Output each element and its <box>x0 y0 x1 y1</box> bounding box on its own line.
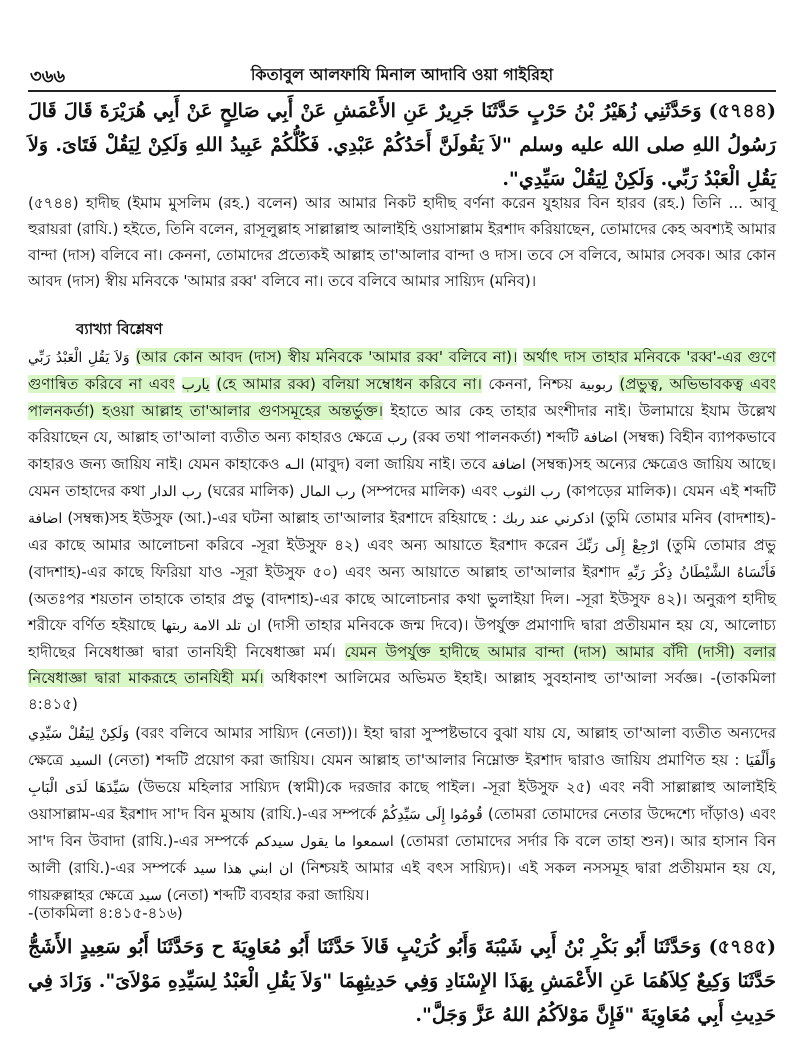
header-rule <box>28 90 776 92</box>
text-run: (দাসী তাহার মনিবকে জন্ম দিবে)। উপর্যুক্ত প্রমাণাদি দ্বারা প্রতীয়মান হয় যে, আলোচ্য হাদীছের নিষেধাজ্ঞা দ্বারা তানযিহী নিষেধাজ্ঞা মর্ম। <box>28 616 776 661</box>
text-run: (ঘরের মালিক) <box>206 482 295 500</box>
arabic-term: السيد <box>69 753 102 769</box>
text-run: (মাবুদ) বলা জায়িয নাই। তবে <box>309 455 487 473</box>
text-run: (সম্বন্ধ)সহ ইউসুফ (আ.)-এর ঘটনা আল্লাহ তা'আলার ইরশাদে রহিয়াছে : <box>67 509 498 527</box>
text-run: কেননা, নিশ্চয় <box>481 375 573 393</box>
highlight-text: (প্রভুত্ব, অভিভাবকত্ব এবং পালনকর্তা) হওয়া আল্লাহ তা'আলার গুণসমূহের অন্তর্ভুক্ত। <box>28 375 776 420</box>
text-run: (নেতা) শব্দটি ব্যবহার করা জায়িয। <box>166 886 370 904</box>
arabic-quote: اذكرني عند ربك <box>502 511 595 527</box>
text-run: (নিশ্চয়ই আমার এই বৎস সায়্যিদ)। এই সকল নসসমূহ দ্বারা প্রতীয়মান হয় যে, গায়রুল্লাহর ক্ষেত্রে <box>28 859 776 904</box>
arabic-quote: ان تلد الامة ربتها <box>161 618 262 634</box>
arabic-term: اضافة <box>491 457 526 473</box>
text-run: (বরং বলিবে আমার সায়্যিদ (নেতা))। ইহা দ্বারা সুস্পষ্টভাবে বুঝা যায় যে, আল্লাহ তা'আলা ব্যতীত অন্যদের ক্ষেত্রে <box>28 724 776 769</box>
text-run: ইহাতে আর কেহ তাহার অংশীদার নাই। উলামায়ে ইযাম উল্লেখ করিয়াছেন যে, আল্লাহ তা'আলা ব্যতীত অন্য কাহারও ক্ষেত্রে <box>28 402 776 446</box>
arabic-term: رب الدار <box>150 484 202 500</box>
highlight-text: যেমন উপর্যুক্ত হাদীছে আমার বান্দা (দাস) আমার বাঁদী (দাসী) বলার নিষেধাজ্ঞা দ্বারা মাকরূহে তানযিহী মর্ম। <box>28 643 777 687</box>
arabic-term: اضافة <box>583 430 618 446</box>
arabic-quote: يارب <box>181 377 210 393</box>
section-heading: ব্যাখ্যা বিশ্লেষণ <box>76 320 163 338</box>
hadith-5745-arabic: (৫৭৪৫) وَحَدَّثَنَا أَبُو بَكْرِ بْنُ أَبِي شَيْبَةَ وَأَبُو كُرَيْبٍ قَالاَ حَدَّثَنَا أَبُو مُعَاوِيَةَ ح وَحَدَّثَنَا أَبُو سَعِيدٍ الأَشَجُّ حَدَّثَنَا وَكِيعٌ كِلاَهُمَا عَنِ الأَعْمَشِ بِهَذَا الإِسْنَادِ وَفِي حَدِيثِهِمَا "وَلاَ يَقُلِ الْعَبْدُ لِسَيِّدِهِ مَوْلاَىَ". وَزَادَ فِي حَدِيثِ أَبِي مُعَاوِيَةَ "فَإِنَّ مَوْلاَكُمُ اللهُ عَزَّ وَجَلَّ". <box>28 936 776 1026</box>
arabic-quote: ان ابني هذا سيد <box>193 861 294 877</box>
text-run: (তোমরা তোমাদের সর্দার কি বলে তাহা শুন)। আর হাসান বিন আলী (রাযি.)-এর সম্পর্কে <box>28 832 776 877</box>
explanation-paragraph-2 <box>28 720 776 909</box>
arabic-term: ربوبية <box>579 377 613 393</box>
text-run: (নেতা) শব্দটি প্রয়োগ করা জায়িয। যেমন আল্লাহ তা'আলার নিম্নোক্ত ইরশাদ দ্বারাও জায়িয প্রমাণিত হয় : <box>107 751 740 769</box>
page-header <box>28 58 776 88</box>
reference-takmila: -(তাকমিলা ৪:৪১৫-৪১৬) <box>28 904 183 922</box>
text-run: (তোমরা তোমাদের নেতার উদ্দেশ্যে দাঁড়াও) এবং সা'দ বিন উবাদা (রাযি.)-এর সম্পর্কে <box>28 805 776 850</box>
text-run: (সম্পদের মালিক) এবং <box>360 482 498 500</box>
arabic-quote: اسمعوا ما يقول سيدكم <box>254 834 394 850</box>
arabic-quote: فَأَنْسَاهُ الشَّيْطَانُ ذِكْرَ رَبِّهِ <box>626 565 776 581</box>
text-run: (অতঃপর শয়তান তাহাকে তাহার প্রভু (বাদশাহ)-এর কাছে আলোচনার কথা ভুলাইয়া দিল। -সূরা ইউসুফ ৪২)। অনুরূপ হাদীছ শরীফে বর্ণিত হইয়াছে <box>28 590 776 634</box>
arabic-term: رب المال <box>299 484 356 500</box>
text-run: (কাপড়ের মালিক)। যেমন এই শব্দটি <box>565 482 776 500</box>
page-number: ৩৬৬ <box>30 66 66 87</box>
text-run: (সম্বন্ধ) বিহীন ব্যাপকভাবে কাহারও জন্য জায়িয নাই। যেমন কাহাকেও <box>28 428 776 473</box>
highlight-text: (আর কোন আবদ (দাস) স্বীয় মনিবকে 'আমার রব্ব' বলিবে না)। <box>135 348 518 366</box>
text-run: (তুমি তোমার প্রভু (বাদশাহ)-এর কাছে ফিরিয়া যাও -সূরা ইউসুফ ৫০) এবং অন্য আয়াতে আল্লাহ তা'আলার ইরশাদ <box>28 536 776 581</box>
arabic-quote: قُومُوا إِلَى سَيِّدِكُمْ <box>381 807 483 823</box>
text-run: অধিকাংশ আলিমের অভিমত ইহাই। আল্লাহ সুবহানাহু তা'আলা সর্বজ্ঞ। -(তাকমিলা ৪:৪১৫) <box>28 669 776 713</box>
arabic-term: الـه <box>284 457 305 473</box>
highlight-text: অর্থাৎ দাস তাহার মনিবকে 'রব্ব'-এর গুণে গুণান্বিত করিবে না এবং <box>28 348 776 393</box>
arabic-term: رب الثوب <box>502 484 561 500</box>
hadith-5744-arabic: (৫৭৪৪) وَحَدَّثَنِي زُهَيْرُ بْنُ حَرْبٍ حَدَّثَنَا جَرِيرٌ عَنِ الأَعْمَشِ عَنْ أَبِي صَالِحٍ عَنْ أَبِي هُرَيْرَةَ قَالَ قَالَ رَسُولُ اللهِ صلى الله عليه وسلم "لاَ يَقُولَنَّ أَحَدُكُمْ عَبْدِي. فَكُلُّكُمْ عَبِيدُ اللهِ وَلَكِنْ لِيَقُلْ فَتَاىَ. وَلاَ يَقُلِ الْعَبْدُ رَبِّي. وَلَكِنْ لِيَقُلْ سَيِّدِي". <box>28 100 776 190</box>
explanation-paragraph-1 <box>28 344 776 717</box>
hadith-5744-translation: (৫৭৪৪) হাদীছ (ইমাম মুসলিম (রহ.) বলেন) আর আমার নিকট হাদীছ বর্ণনা করেন যুহায়র বিন হারব (রহ.) তিনি ... আবূ হুরায়রা (রাযি.) হইতে, তিনি বলেন, রাসূলুল্লাহ সাল্লাল্লাহু আলাইহি ওয়াসাল্লাম ইরশাদ করিয়াছেন, তোমাদের কেহ অবশ্যই আমার বান্দা (দাস) বলিবে না। কেননা, তোমাদের প্রত্যেকই আল্লাহ তা'আলার বান্দা ও দাস। তবে সে বলিবে, আমার সেবক। আর কোন আবদ (দাস) স্বীয় মনিবকে 'আমার রব্ব' বলিবে না। তবে বলিবে আমার সায়্যিদ (মনিব)। <box>28 194 776 290</box>
text-run: (উভয়ে মহিলার সায়্যিদ (স্বামী)কে দরজার কাছে পাইল। -সূরা ইউসুফ ২৫) এবং নবী সাল্লাল্লাহু আলাইহি ওয়াসাল্লাম-এর ইরশাদ সা'দ বিন মুআয (রাযি.)-এর সম্পর্কে <box>28 778 776 823</box>
arabic-quote: وَلاَ يَقُلِ الْعَبْدُ رَبِّي <box>28 350 130 366</box>
highlight-text: (হে আমার রব্ব) বলিয়া সম্বোধন করিবে না। <box>216 375 482 393</box>
text-run: (সম্বন্ধ)সহ অন্যের ক্ষেত্রেও জায়িয আছে। যেমন তাহাদের কথা <box>28 455 776 500</box>
arabic-quote: وَلَكِنْ لِيَقُلْ سَيِّدِي <box>28 726 130 742</box>
arabic-quote: وَأَلْفَيَا سَيِّدَهَا لَدَى الْبَابِ <box>28 753 776 796</box>
arabic-term: سيد <box>138 888 162 904</box>
arabic-quote: ارْجِعْ إِلَى رَبِّكَ <box>575 538 659 554</box>
book-title: কিতাবুল আলফাযি মিনাল আদাবি ওয়া গাইরিহা <box>250 65 554 84</box>
text-run: (তুমি তোমার মনিব (বাদশাহ)-এর কাছে আমার আলোচনা করিবে -সূরা ইউসুফ ৪২) এবং অন্য আয়াতে ইরশাদ করেন <box>28 509 776 554</box>
arabic-term: رب <box>387 430 408 446</box>
arabic-term: اضافة <box>28 511 63 527</box>
text-run: (রব্ব তথা পালনকর্তা) শব্দটি <box>412 428 579 446</box>
